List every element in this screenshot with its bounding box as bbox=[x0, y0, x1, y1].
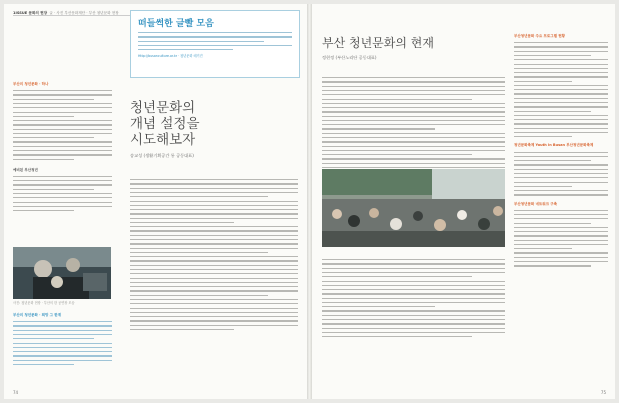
photo-caption: 사진: 청년문화 현장 · 부산의 한 공연장 모습 bbox=[13, 301, 75, 305]
article-title-block bbox=[130, 100, 290, 159]
sidebar-body-text bbox=[514, 42, 608, 137]
festival-crowd-photo bbox=[322, 169, 505, 247]
bottom-section-title: 부산의 청년문화 · 희망 그 한계 bbox=[13, 313, 61, 317]
right-sidebar bbox=[514, 34, 608, 270]
right-article-title: 부산 청년문화의 현재 bbox=[322, 36, 434, 50]
sidebar-section-title: 청년문화축제 Youth in Busan 부산청년문화축제 bbox=[514, 143, 594, 148]
series-label: 1ISSUE 문화의 현장 bbox=[13, 11, 48, 15]
page-number: 75 bbox=[600, 390, 606, 395]
box-title: 떠들썩한 글빨 모음 bbox=[138, 19, 214, 29]
box-body-text bbox=[138, 32, 292, 50]
sidebar-section-title: 부산청년문화 네트워크 구축 bbox=[514, 201, 558, 206]
right-page bbox=[312, 4, 615, 399]
box-caption: Http://busanculture.or.kr · 청년문화 매거진 bbox=[138, 53, 203, 58]
left-sidebar-column bbox=[13, 82, 112, 214]
right-body-text bbox=[322, 74, 505, 176]
sidebar-section-title: 예비된 부산청년 bbox=[13, 167, 38, 172]
header-meta: 글 · 사진 부산문화재단 · 부산 청년문화 현장 bbox=[49, 11, 119, 15]
article-author: 송교성 (생활기획공간 통 공동대표) bbox=[130, 153, 194, 158]
right-article-author: 정현정 (부산노리단 공동대표) bbox=[322, 55, 377, 60]
sidebar-section-title: 부산의 청년문화 · 하나 bbox=[13, 82, 49, 86]
sidebar-body-text bbox=[13, 90, 112, 160]
article-title-line: 시도해보자 bbox=[130, 132, 196, 148]
sidebar-body-text bbox=[514, 210, 608, 267]
page-number: 74 bbox=[13, 390, 19, 395]
article-title bbox=[130, 100, 290, 148]
sidebar-section-title: 부산청년문화 주요 프로그램 현황 bbox=[514, 34, 565, 38]
sidebar-body-text bbox=[13, 176, 112, 211]
article-title-line: 개념 설정을 bbox=[130, 116, 200, 132]
right-title-block bbox=[322, 34, 512, 61]
concert-photo bbox=[13, 247, 111, 299]
sidebar-body-text bbox=[514, 152, 608, 196]
left-page bbox=[4, 4, 307, 399]
article-title-line: 청년문화의 bbox=[130, 100, 196, 116]
article-body-text bbox=[130, 176, 298, 333]
bottom-section-text bbox=[13, 321, 112, 365]
left-bottom-section bbox=[13, 313, 112, 368]
feature-box bbox=[130, 10, 300, 78]
right-body-text-continued bbox=[322, 256, 505, 340]
